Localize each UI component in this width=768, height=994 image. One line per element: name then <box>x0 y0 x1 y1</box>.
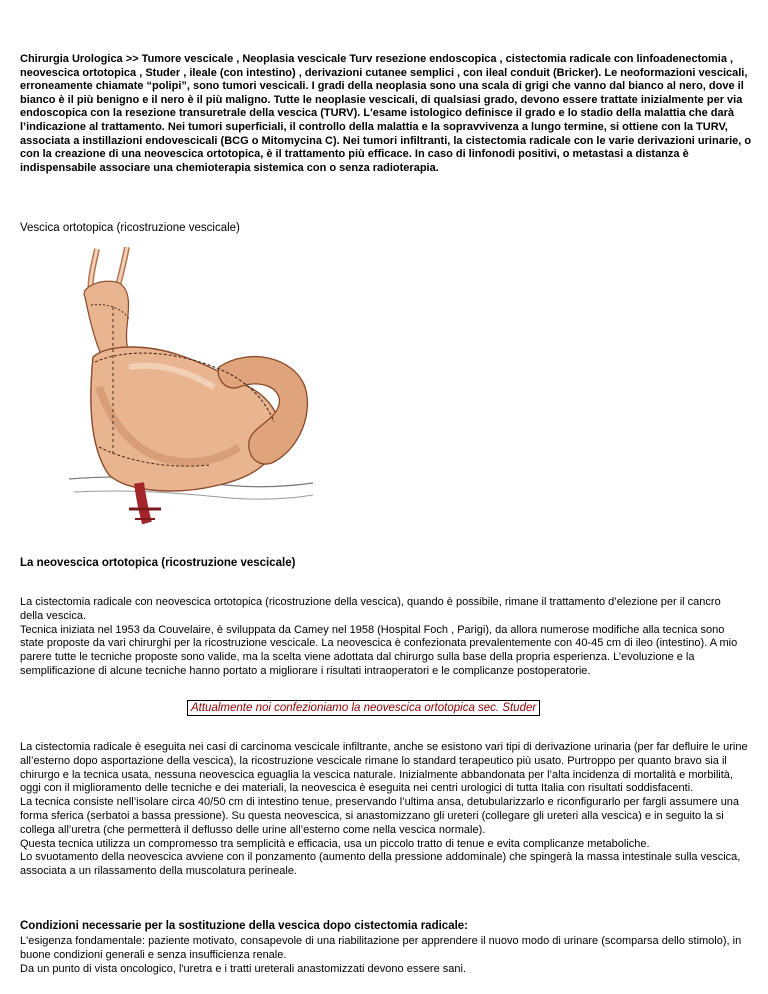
neobladder-illustration <box>69 247 313 537</box>
intro-text: Tumore vescicale , Neoplasia vescicale Turv resezione endoscopica , cistectomia radicale con linfoadenectomia , neovescica ortotopica , Studer , ileale (con intestino) , derivazioni cutanee semplici , con ileal conduit (Bricker). Le neoformazioni vescicali, erroneamente chiamate “polipi”, sono tumori vescicali. I gradi della neoplasia sono una scala di grigi che vanno dal bianco al nero, dove il bianco è il più benigno e il nero è il più maligno. Tutte le neoplasie vescicali, di qualsiasi grado, devono essere trattate inizialmente per via endoscopica con la resezione transuretrale della vescica (TURV). L'esame istologico definisce il grado e lo stadio della malattia che darà l’indicazione al trattamento. Nei tumori superficiali, il controllo della malattia e la sopravvivenza a lungo termine, si ottiene con la TURV, associata a instillazioni endovescicali (BCG o Mitomycina C). Nei tumori infiltranti, la cistectomia radicale con le varie derivazioni urinarie, o con la creazione di una neovescica ortotopica, è il trattamento più efficace. In caso di linfonodi positivi, o metastasi a distanza è indispensabile associare una chemioterapia sistemica con o senza radioterapia. <box>20 53 752 174</box>
breadcrumb-root[interactable]: Chirurgia Urologica <box>20 53 123 65</box>
condition-item: Da un punto di vista oncologico, l'uretra e i tratti ureterali anastomizzati devono essere sani. <box>20 962 467 975</box>
section-title: La neovescica ortotopica (ricostruzione vescicale) <box>20 557 296 569</box>
breadcrumb-separator: >> <box>125 53 139 65</box>
conditions-list <box>20 935 754 976</box>
conditions-title: Condizioni necessarie per la sostituzione della vescica dopo cistectomia radicale: <box>20 920 469 932</box>
paragraph-line: La cistectomia radicale con neovescica ortotopica (ricostruzione della vescica), quando è possibile, rimane il trattamento d’elezione per il cancro della vescica. <box>20 596 721 622</box>
studer-callout: Attualmente noi confezioniamo la neovescica ortotopica sec. Studer <box>187 700 540 716</box>
intro-paragraph <box>20 53 754 175</box>
paragraph-line: La tecnica consiste nell’isolare circa 40/50 cm di intestino tenue, preservando l’ultima ansa, detubularizzarlo e riconfigurarlo per fargli assumere una forma sferica (serbatoi a bassa pressione). Su questa neovescica, si anastomizzano gli ureteri (collegare gli ureteri alla vescica) e in seguito la si collega all’uretra (che permetterà il deflusso delle urine all’esterno come nella vescica normale). <box>20 796 740 836</box>
paragraph-technique <box>20 741 754 879</box>
paragraph-line: Lo svuotamento della neovescica avviene con il ponzamento (aumento della pressione addominale) che spingerà la massa intestinale sulla vescica, associata a un rilassamento della muscolatura perineale. <box>20 851 741 878</box>
paragraph-line: La cistectomia radicale è eseguita nei casi di carcinoma vescicale infiltrante, anche se esistono vari tipi di derivazione urinaria (per far defluire le urine all’esterno dopo asportazione della vescica), la ricostruzione vescicale rimane lo standard terapeutico più usato. Purtroppo per quanto bravo sia il chirurgo e la tecnica usata, nessuna neovescica eguaglia la vescica naturale. Inizialmente abbandonata per l’alta incidenza di mortalità e morbilità, oggi con il miglioramento delle tecniche e dei materiali, la neovescica è eseguita nei centri urologici di tutta Italia con risultati soddisfacenti. <box>20 741 748 795</box>
paragraph-line: Tecnica iniziata nel 1953 da Couvelaire, è sviluppata da Camey nel 1958 (Hospital Foch , Parigi), da allora numerose modifiche alla tecnica sono state proposte da vari chirurghi per la ricostruzione vescicale. La neovescica è confezionata prevalentemente con 40-45 cm di ileo (intestino). A mio parere tutte le tecniche proposte sono valide, ma la scelta viene adottata dal chirurgo sulla base della propria esperienza. L’evoluzione e la semplificazione di alcune tecniche hanno portato a migliorare i risultati intraoperatori e le complicanze postoperatorie. <box>20 623 738 677</box>
condition-item: L'esigenza fondamentale: paziente motivato, consapevole di una riabilitazione per apprendere il nuovo modo di urinare (scomparsa dello stimolo), in buone condizioni generali e senza insufficienza renale. <box>20 935 742 961</box>
paragraph-line: Questa tecnica utilizza un compromesso tra semplicità e efficacia, usa un piccolo tratto di tenue e evita complicanze metaboliche. <box>20 837 650 850</box>
figure-caption: Vescica ortotopica (ricostruzione vescicale) <box>20 222 240 234</box>
paragraph-history <box>20 596 740 679</box>
